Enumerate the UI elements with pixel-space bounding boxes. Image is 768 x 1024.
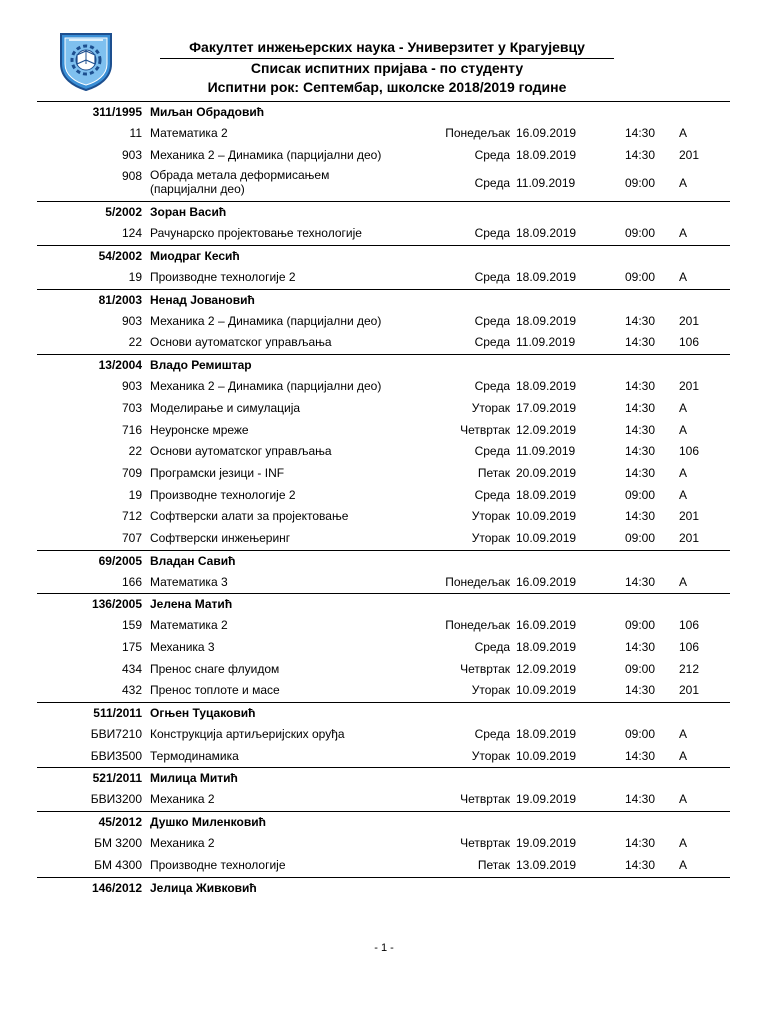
student-header — [0, 551, 768, 572]
exam-room: A — [679, 574, 688, 589]
exam-time: 09:00 — [625, 530, 656, 545]
student-index: 45/2012 — [98, 815, 142, 830]
exam-day: Понедељак — [445, 126, 510, 140]
exam-day: Уторак — [471, 509, 510, 524]
exam-row — [0, 833, 768, 855]
exam-time: 14:30 — [625, 313, 656, 328]
exam-code: БМ 3200 — [94, 836, 142, 851]
exam-time: 14:30 — [625, 400, 656, 415]
exam-code: БВИ3200 — [90, 792, 142, 807]
exam-row — [0, 398, 768, 420]
exam-row — [0, 420, 768, 442]
exam-time: 09:00 — [625, 226, 656, 241]
exam-room: A — [679, 176, 688, 191]
exam-day: Уторак — [471, 683, 510, 698]
exam-code: 707 — [121, 530, 142, 545]
exam-date: 16.09.2019 — [516, 574, 577, 589]
exam-row — [0, 506, 768, 528]
exam-row — [0, 789, 768, 811]
student-header — [0, 594, 768, 615]
exam-subject: Програмски језици - INF — [150, 465, 285, 480]
student-name: Огњен Туцаковић — [150, 706, 256, 721]
exam-subject: Неуронске мреже — [150, 422, 249, 437]
exam-row — [0, 223, 768, 245]
exam-code: 903 — [121, 313, 142, 328]
exam-date: 18.09.2019 — [516, 379, 577, 394]
exam-row — [0, 572, 768, 594]
exam-code: БВИ7210 — [90, 727, 142, 742]
student-name: Зоран Васић — [150, 205, 227, 220]
exam-time: 14:30 — [625, 509, 656, 524]
student-name: Ненад Јовановић — [150, 292, 255, 307]
exam-subject: Конструкција артиљеријских оруђа — [150, 727, 345, 742]
exam-code: 712 — [121, 509, 142, 524]
exam-time: 14:30 — [625, 836, 656, 851]
exam-row — [0, 680, 768, 702]
exam-time: 14:30 — [625, 444, 656, 459]
exam-subject: Софтверски алати за пројектовање — [150, 509, 349, 524]
exam-time: 14:30 — [625, 147, 656, 162]
exam-time: 14:30 — [625, 683, 656, 698]
exam-date: 13.09.2019 — [516, 857, 577, 872]
exam-day: Четвртак — [460, 836, 510, 851]
student-header — [0, 290, 768, 311]
exam-room: 106 — [679, 444, 700, 459]
student-index: 81/2003 — [98, 292, 142, 307]
exam-time: 14:30 — [625, 640, 656, 654]
exam-day: Среда — [474, 313, 510, 328]
exam-day: Среда — [474, 176, 510, 191]
exam-row — [0, 376, 768, 398]
exam-date: 19.09.2019 — [516, 836, 577, 851]
exam-row — [0, 267, 768, 289]
exam-row — [0, 659, 768, 681]
exam-subject: Софтверски инжењеринг — [150, 530, 291, 545]
exam-date: 18.09.2019 — [516, 487, 577, 502]
exam-day: Уторак — [471, 530, 510, 545]
student-index: 5/2002 — [105, 205, 142, 220]
exam-code: 124 — [121, 226, 142, 241]
exam-time: 09:00 — [625, 487, 656, 502]
exam-code: 908 — [121, 169, 142, 184]
exam-room: A — [679, 748, 688, 763]
exam-subject: Моделирање и симулација — [150, 400, 301, 415]
student-index: 136/2005 — [91, 597, 142, 612]
exam-time: 14:30 — [625, 335, 656, 350]
exam-date: 18.09.2019 — [516, 226, 577, 241]
exam-room: 201 — [679, 683, 700, 698]
student-name: Миљан Обрадовић — [150, 105, 265, 119]
student-name: Јелица Живковић — [150, 880, 257, 895]
student-header — [0, 878, 768, 899]
student-index: 54/2002 — [98, 249, 142, 264]
exam-date: 10.09.2019 — [516, 509, 577, 524]
exam-time: 14:30 — [625, 465, 656, 480]
student-header — [0, 102, 768, 123]
exam-room: A — [679, 857, 688, 872]
exam-room: 201 — [679, 530, 700, 545]
student-name: Јелена Матић — [150, 597, 233, 612]
exam-time: 14:30 — [625, 574, 656, 589]
exam-code: 432 — [121, 683, 142, 698]
exam-subject: Механика 3 — [150, 640, 215, 654]
exam-day: Среда — [474, 487, 510, 502]
title-block — [160, 38, 614, 97]
student-header — [0, 768, 768, 789]
exam-time: 09:00 — [625, 270, 656, 285]
exam-time: 09:00 — [625, 618, 656, 633]
page-number: - 1 - — [374, 942, 394, 954]
student-index: 13/2004 — [98, 358, 142, 373]
exam-subject: Основи аутоматског управљања — [150, 335, 332, 350]
exam-date: 10.09.2019 — [516, 530, 577, 545]
student-header — [0, 202, 768, 223]
exam-day: Среда — [474, 335, 510, 350]
exam-room: A — [679, 226, 688, 241]
exam-room: A — [679, 126, 688, 140]
exam-room: 201 — [679, 509, 700, 524]
exam-day: Понедељак — [445, 618, 510, 633]
exam-room: 201 — [679, 313, 700, 328]
exam-code: БМ 4300 — [94, 857, 142, 872]
exam-subject: Термодинамика — [150, 748, 239, 763]
exam-row — [0, 166, 768, 201]
exam-day: Среда — [474, 640, 510, 654]
student-name: Владан Савић — [150, 553, 236, 568]
exam-code: 703 — [121, 400, 142, 415]
exam-day: Четвртак — [460, 792, 510, 807]
exam-room: A — [679, 836, 688, 851]
exam-subject: Производне технологије — [150, 857, 286, 872]
exam-day: Понедељак — [445, 574, 510, 589]
exam-day: Четвртак — [460, 422, 510, 437]
exam-code: 709 — [121, 465, 142, 480]
exam-date: 11.09.2019 — [516, 444, 576, 459]
exam-time: 14:30 — [625, 422, 656, 437]
student-index: 511/2011 — [93, 706, 142, 721]
exam-time: 09:00 — [625, 661, 656, 676]
exam-row — [0, 637, 768, 659]
exam-period-title: Испитни рок: Септембар, школске 2018/2019 године — [207, 79, 567, 95]
exam-room: A — [679, 422, 688, 437]
exam-code: 19 — [128, 487, 142, 502]
exam-subject: Основи аутоматског управљања — [150, 444, 332, 459]
exam-date: 19.09.2019 — [516, 792, 577, 807]
exam-date: 17.09.2019 — [516, 400, 577, 415]
exam-room: A — [679, 792, 688, 807]
faculty-logo-icon — [55, 30, 117, 92]
list-title: Списак испитних пријава - по студенту — [250, 60, 524, 76]
exam-room: 106 — [679, 618, 700, 633]
student-exam-list — [0, 102, 768, 899]
exam-room: 106 — [679, 335, 700, 350]
exam-date: 11.09.2019 — [516, 335, 576, 350]
exam-day: Уторак — [471, 748, 510, 763]
exam-date: 11.09.2019 — [516, 176, 576, 191]
exam-code: 22 — [128, 444, 142, 459]
student-index: 521/2011 — [92, 771, 142, 786]
exam-subject: Механика 2 — [150, 836, 215, 851]
exam-room: A — [679, 400, 688, 415]
exam-code: 175 — [121, 640, 142, 654]
exam-subject: Механика 2 – Динамика (парцијални део) — [150, 147, 382, 162]
exam-date: 10.09.2019 — [516, 683, 577, 698]
student-index: 69/2005 — [98, 553, 142, 568]
exam-date: 18.09.2019 — [516, 147, 577, 162]
exam-row — [0, 441, 768, 463]
exam-code: БВИ3500 — [90, 748, 142, 763]
exam-code: 166 — [121, 574, 142, 589]
exam-row — [0, 485, 768, 507]
student-name: Миодраг Кесић — [150, 249, 240, 264]
exam-subject: Математика 2 — [150, 126, 228, 140]
faculty-title: Факултет инжењерских наука - Универзитет у Крагујевцу — [160, 38, 614, 59]
exam-row — [0, 123, 768, 145]
exam-subject: Математика 3 — [150, 574, 228, 589]
exam-date: 16.09.2019 — [516, 126, 577, 140]
student-header — [0, 355, 768, 376]
exam-subject: Пренос топлоте и масе — [150, 683, 280, 698]
student-name: Владо Ремиштар — [150, 358, 252, 373]
exam-date: 10.09.2019 — [516, 748, 577, 763]
exam-date: 12.09.2019 — [516, 422, 577, 437]
exam-time: 14:30 — [625, 126, 656, 140]
exam-date: 16.09.2019 — [516, 618, 577, 633]
student-header — [0, 812, 768, 833]
exam-subject: Производне технологије 2 — [150, 270, 296, 285]
student-header — [0, 246, 768, 267]
exam-day: Среда — [474, 147, 510, 162]
exam-row — [0, 615, 768, 637]
exam-code: 434 — [121, 661, 142, 676]
exam-subject: Механика 2 – Динамика (парцијални део) — [150, 379, 382, 394]
exam-row — [0, 746, 768, 768]
exam-code: 19 — [128, 270, 142, 285]
exam-time: 14:30 — [625, 792, 656, 807]
exam-day: Уторак — [471, 400, 510, 415]
exam-row — [0, 311, 768, 333]
exam-code: 11 — [129, 126, 142, 140]
exam-day: Четвртак — [460, 661, 510, 676]
exam-date: 12.09.2019 — [516, 661, 577, 676]
exam-time: 14:30 — [625, 748, 656, 763]
student-index: 311/1995 — [92, 105, 142, 119]
exam-row — [0, 724, 768, 746]
exam-row — [0, 855, 768, 877]
exam-row — [0, 463, 768, 485]
exam-room: 201 — [679, 379, 700, 394]
exam-code: 159 — [121, 618, 142, 633]
exam-row — [0, 528, 768, 550]
exam-subject: Рачунарско пројектовање технологије — [150, 226, 362, 241]
exam-code: 22 — [128, 335, 142, 350]
student-name: Милица Митић — [150, 771, 238, 786]
exam-subject: Обрада метала деформисањем (парцијални део) — [150, 168, 330, 197]
exam-room: 201 — [679, 147, 700, 162]
exam-day: Среда — [474, 226, 510, 241]
exam-room: 106 — [679, 640, 700, 654]
exam-subject: Механика 2 – Динамика (парцијални део) — [150, 313, 382, 328]
exam-room: A — [679, 465, 688, 480]
exam-time: 09:00 — [625, 727, 656, 742]
exam-day: Петак — [477, 465, 510, 480]
student-index: 146/2012 — [91, 880, 142, 895]
exam-date: 18.09.2019 — [516, 727, 577, 742]
exam-date: 18.09.2019 — [516, 270, 577, 285]
exam-row — [0, 332, 768, 354]
exam-code: 903 — [121, 147, 142, 162]
exam-code: 716 — [121, 422, 142, 437]
exam-room: A — [679, 727, 688, 742]
exam-subject: Производне технологије 2 — [150, 487, 296, 502]
exam-date: 20.09.2019 — [516, 465, 577, 480]
exam-subject: Механика 2 — [150, 792, 215, 807]
exam-date: 18.09.2019 — [516, 640, 577, 654]
exam-day: Петак — [477, 857, 510, 872]
exam-time: 09:00 — [625, 176, 656, 191]
student-header — [0, 703, 768, 724]
exam-room: A — [679, 270, 688, 285]
exam-row — [0, 145, 768, 167]
exam-day: Среда — [474, 270, 510, 285]
student-name: Душко Миленковић — [150, 815, 266, 830]
exam-subject: Математика 2 — [150, 618, 228, 633]
exam-day: Среда — [474, 444, 510, 459]
exam-room: 212 — [679, 661, 700, 676]
exam-time: 14:30 — [625, 379, 656, 394]
exam-room: A — [679, 487, 688, 502]
exam-day: Среда — [474, 727, 510, 742]
exam-time: 14:30 — [625, 857, 656, 872]
exam-day: Среда — [474, 379, 510, 394]
exam-date: 18.09.2019 — [516, 313, 577, 328]
exam-code: 903 — [121, 379, 142, 394]
page-header — [0, 0, 768, 102]
exam-subject: Пренос снаге флуидом — [150, 661, 280, 676]
